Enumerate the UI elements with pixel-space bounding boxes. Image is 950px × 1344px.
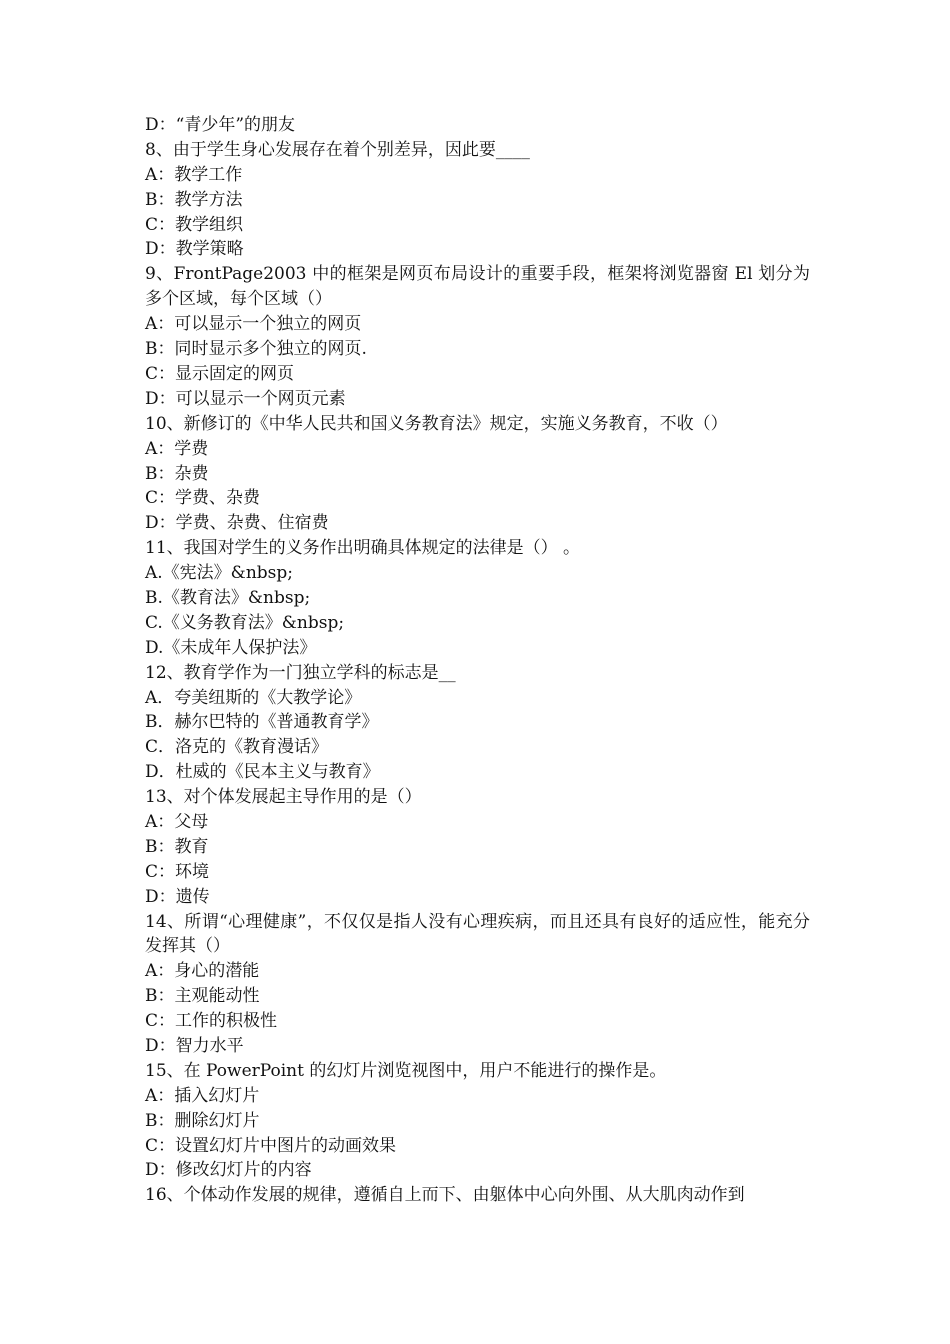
option-line: C.《义务教育法》&nbsp; [145, 612, 345, 633]
option-line: D：教学策略 [145, 239, 244, 260]
option-line: D：学费、杂费、住宿费 [145, 513, 329, 534]
option-line: A：教学工作 [145, 164, 243, 185]
question-14: 14、所谓“心理健康”，不仅仅是指人没有心理疾病，而且还具有良好的适应性，能充分发挥其（） [145, 911, 810, 957]
option-line: B：主观能动性 [145, 986, 260, 1007]
option-line: C：学费、杂费 [145, 488, 261, 509]
option-line: A．夸美纽斯的《大教学论》 [145, 687, 362, 708]
option-line: A：父母 [145, 811, 209, 832]
option-line: D：可以显示一个网页元素 [145, 388, 346, 409]
question-15: 15、在 PowerPoint 的幻灯片浏览视图中，用户不能进行的操作是。 [145, 1060, 667, 1081]
question-8: 8、由于学生身心发展存在着个别差异，因此要____ [145, 139, 530, 160]
question-11: 11、我国对学生的义务作出明确具体规定的法律是（） 。 [145, 538, 581, 559]
option-line: B．赫尔巴特的《普通教育学》 [145, 712, 379, 733]
question-16: 16、个体动作发展的规律，遵循自上而下、由躯体中心向外围、从大肌肉动作到 [145, 1185, 745, 1206]
option-line: A：插入幻灯片 [145, 1085, 260, 1106]
option-line: B：删除幻灯片 [145, 1110, 260, 1131]
option-line: B：同时显示多个独立的网页. [145, 339, 367, 360]
option-line: A：身心的潜能 [145, 961, 260, 982]
option-line: A.《宪法》&nbsp; [145, 563, 293, 584]
option-line: C：设置幻灯片中图片的动画效果 [145, 1135, 397, 1156]
question-13: 13、对个体发展起主导作用的是（） [145, 787, 422, 808]
option-line: D：遗传 [145, 886, 210, 907]
option-line: D：修改幻灯片的内容 [145, 1160, 312, 1181]
document-body [145, 113, 810, 1208]
option-line: D.《未成年人保护法》 [145, 637, 317, 658]
option-line: A：学费 [145, 438, 209, 459]
question-12: 12、教育学作为一门独立学科的标志是__ [145, 662, 456, 683]
option-line: B：杂费 [145, 463, 209, 484]
option-line: B：教学方法 [145, 189, 243, 210]
question-9: 9、FrontPage2003 中的框架是网页布局设计的重要手段，框架将浏览器窗 El 划分为多个区域，每个区域（） [145, 264, 810, 310]
question-10: 10、新修订的《中华人民共和国义务教育法》规定，实施义务教育，不收（） [145, 413, 728, 434]
option-line: D：智力水平 [145, 1036, 244, 1057]
option-line: C：显示固定的网页 [145, 363, 295, 384]
text-line: D：“青少年”的朋友 [145, 115, 296, 135]
option-line: C：工作的积极性 [145, 1011, 278, 1032]
option-line: B：教育 [145, 836, 209, 857]
option-line: C．洛克的《教育漫话》 [145, 737, 329, 758]
option-line: A：可以显示一个独立的网页 [145, 314, 362, 335]
option-line: D．杜威的《民本主义与教育》 [145, 762, 380, 783]
option-line: C：环境 [145, 861, 210, 882]
option-line: B.《教育法》&nbsp; [145, 587, 311, 608]
option-line: C：教学组织 [145, 214, 244, 235]
